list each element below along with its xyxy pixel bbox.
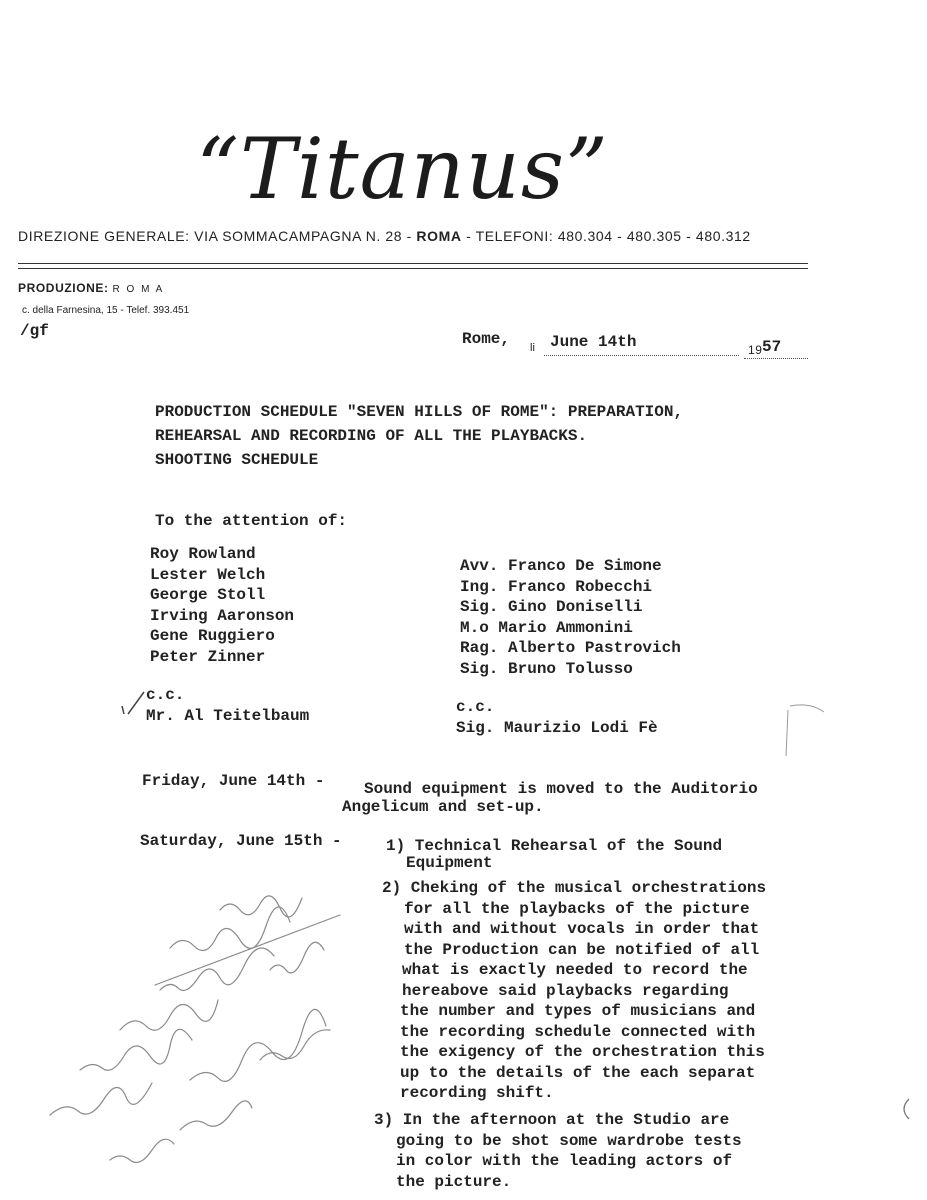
date-year-field [744, 334, 808, 359]
recipient-name: Avv. Franco De Simone [460, 557, 662, 575]
recipient-name: George Stoll [150, 586, 266, 604]
letterhead-rule-top [18, 263, 808, 264]
reference-code: /gf [20, 322, 49, 340]
item-line: up to the details of the each separat [400, 1063, 756, 1082]
recipient-name: Irving Aaronson [150, 606, 295, 625]
date-year-suffix: 57 [762, 338, 782, 356]
cc-left [146, 685, 309, 726]
recipient-name: Gene Ruggiero [150, 627, 275, 645]
item-line: the recording schedule connected with [400, 1022, 756, 1041]
friday-line: Sound equipment is moved to the Auditorio [364, 780, 758, 798]
item-line: recording shift. [400, 1084, 554, 1102]
subject-line: SHOOTING SCHEDULE [155, 451, 319, 469]
saturday-item-1 [386, 838, 722, 872]
item-line: going to be shot some wardrobe tests [396, 1131, 742, 1150]
recipient-name: Sig. Gino Doniselli [460, 598, 643, 616]
subject-block [155, 400, 683, 472]
friday-line: Angelicum and set-up. [342, 798, 544, 816]
cc-right [456, 697, 658, 738]
item-line: the Production can be notified of all [404, 940, 760, 959]
recipients-right-list [460, 556, 681, 679]
recipient-name: Peter Zinner [150, 647, 266, 666]
friday-text [342, 780, 758, 816]
produzione-city: R O M A [112, 284, 165, 295]
produzione-label: PRODUZIONE: [18, 281, 113, 295]
recipient-name: Ing. Franco Robecchi [460, 577, 653, 596]
date-year-prefix: 19 [748, 343, 763, 357]
item-line: the picture. [396, 1172, 512, 1191]
saturday-item-3 [374, 1110, 742, 1192]
date-place: Rome, [462, 330, 511, 348]
cc-right-label: c.c. [456, 698, 495, 716]
cc-left-label: c.c. [146, 686, 185, 704]
item-line: the exigency of the orchestration this [400, 1043, 765, 1061]
cc-right-name: Sig. Maurizio Lodi Fè [456, 718, 658, 737]
attention-label: To the attention of: [155, 512, 348, 530]
saturday-label: Saturday, June 15th - [140, 832, 342, 850]
recipient-name: Roy Rowland [150, 545, 256, 563]
production-office-line [18, 281, 164, 295]
item-line: 3) In the afternoon at the Studio are [374, 1111, 730, 1129]
saturday-item-2 [382, 878, 766, 1104]
date-day: June 14th [550, 333, 637, 351]
subject-line: PRODUCTION SCHEDULE "SEVEN HILLS OF ROME": PREPARATION, [155, 403, 684, 421]
item-line: the number and types of musicians and [400, 1002, 756, 1020]
subject-line: REHEARSAL AND RECORDING OF ALL THE PLAYBACKS. [155, 427, 588, 445]
item-line: 1) Technical Rehearsal of the Sound [386, 837, 723, 855]
production-office-address: c. della Farnesina, 15 - Telef. 393.451 [22, 305, 190, 316]
recipients-left-list [150, 544, 294, 667]
item-line: 2) Cheking of the musical orchestrations [382, 879, 767, 897]
item-line: Equipment [406, 854, 493, 872]
letterhead-direzione: DIREZIONE GENERALE: VIA SOMMACAMPAGNA N. 28 - [18, 228, 417, 244]
friday-label: Friday, June 14th - [142, 772, 325, 790]
letterhead-roma: ROMA [416, 228, 462, 244]
recipient-name: Sig. Bruno Tolusso [460, 659, 633, 678]
item-line: in color with the leading actors of [396, 1152, 733, 1170]
company-logo: “Titanus” [196, 120, 609, 218]
cc-left-name: Mr. Al Teitelbaum [146, 706, 310, 725]
date-day-field [544, 333, 739, 356]
letterhead-telefoni: - TELEFONI: 480.304 - 480.305 - 480.312 [461, 228, 751, 244]
letterhead-address-line [18, 228, 751, 244]
date-li: li [530, 342, 535, 354]
handwritten-tick-mark [118, 688, 148, 718]
item-line: for all the playbacks of the picture [404, 899, 750, 918]
item-line: what is exactly needed to record the [402, 961, 748, 979]
item-line: with and without vocals in order that [404, 920, 760, 938]
recipient-name: Lester Welch [150, 565, 266, 584]
item-line: hereabove said playbacks regarding [402, 981, 729, 1000]
handwritten-pencil-notes [20, 870, 390, 1190]
recipient-name: M.o Mario Ammonini [460, 618, 633, 637]
margin-pencil-mark [780, 696, 840, 766]
recipient-name: Rag. Alberto Pastrovich [460, 639, 681, 657]
margin-pencil-mark [895, 1095, 915, 1125]
letterhead-rule-bottom [18, 268, 808, 269]
